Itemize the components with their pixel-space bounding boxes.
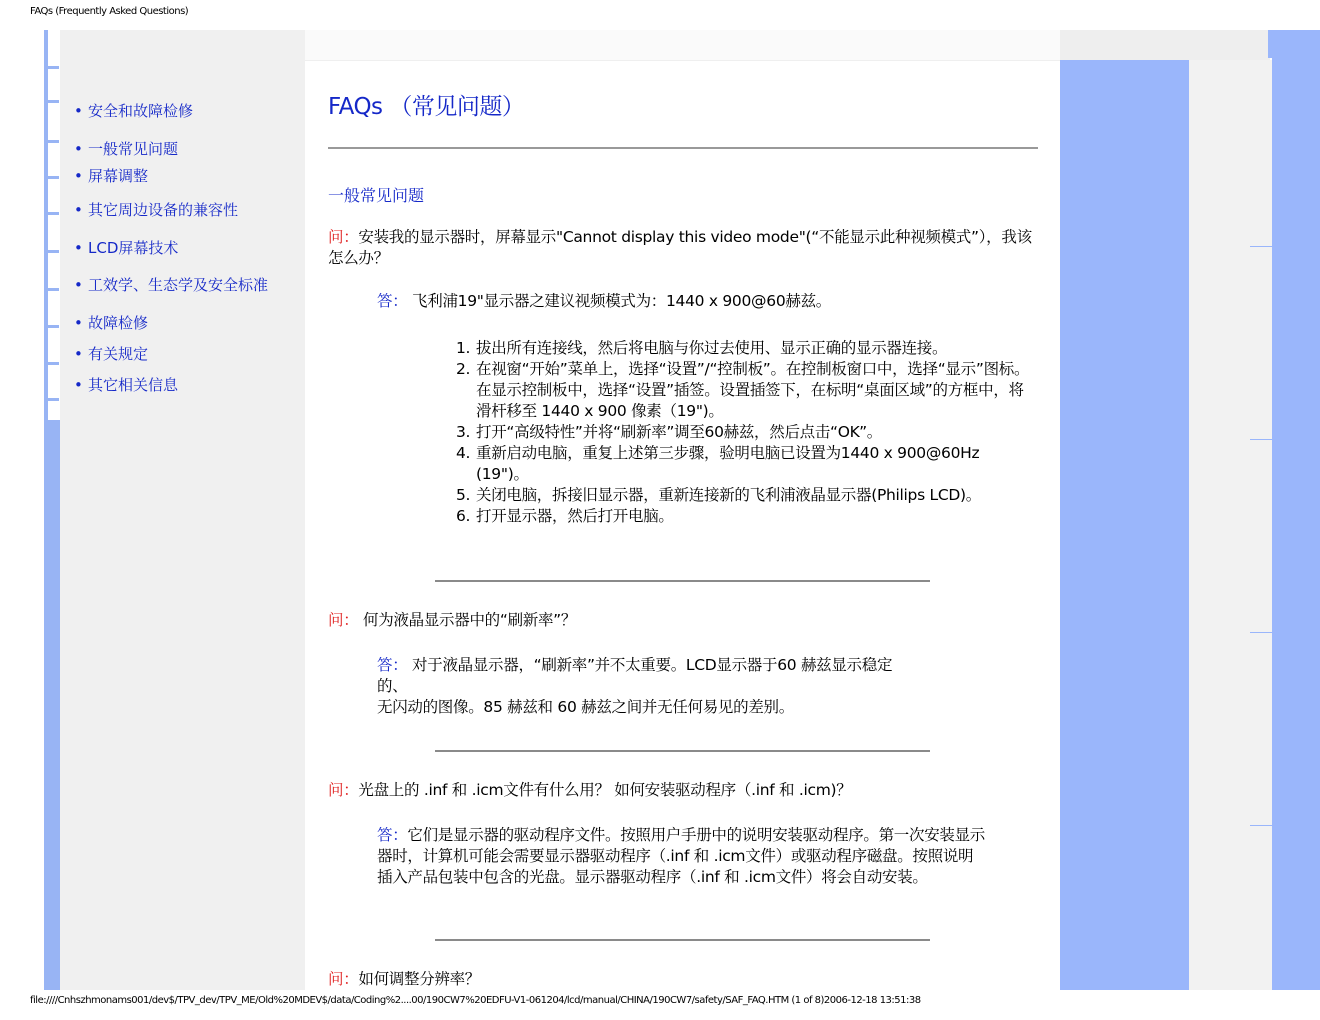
right-frame-notch — [1268, 30, 1272, 58]
right-frame-top — [1060, 30, 1270, 60]
right-frame-line — [1250, 439, 1272, 440]
sidebar-item-general-faq[interactable]: • 一般常见问题 — [74, 140, 179, 158]
sidebar-item-label[interactable]: 屏幕调整 — [88, 167, 149, 185]
answer-text: 飞利浦19"显示器之建议视频模式为：1440 x 900@60赫兹。 — [412, 292, 831, 310]
rail-tick — [48, 250, 59, 253]
section-title: 一般常见问题 — [328, 186, 425, 205]
answer-1 — [377, 291, 1037, 312]
question-divider — [435, 580, 930, 582]
title-divider — [328, 147, 1038, 149]
answer-label: 答： — [377, 826, 408, 844]
sidebar-item-label[interactable]: 工效学、生态学及安全标准 — [88, 276, 269, 294]
question-label: 问： — [328, 970, 359, 988]
sidebar-item-troubleshooting[interactable]: • 故障检修 — [74, 314, 149, 332]
question-2 — [328, 610, 1038, 631]
sidebar-item-regulations[interactable]: • 有关规定 — [74, 345, 149, 363]
question-text: 何为液晶显示器中的“刷新率”？ — [363, 611, 577, 629]
right-frame-band — [1060, 60, 1189, 990]
page-header-text: FAQs (Frequently Asked Questions) — [30, 6, 189, 17]
question-divider — [435, 939, 930, 941]
question-label: 问： — [328, 611, 359, 629]
right-frame-line — [1250, 632, 1272, 633]
sidebar-item-compatibility[interactable]: • 其它周边设备的兼容性 — [74, 201, 239, 219]
sidebar-item-label[interactable]: 其它周边设备的兼容性 — [88, 201, 239, 219]
right-frame-gray — [1189, 60, 1272, 990]
answer-text: 它们是显示器的驱动程序文件。按照用户手册中的说明安装驱动程序。第一次安装显示器时，计算机可能会需要显示器驱动程序（.inf 和 .icm文件）或驱动程序磁盘。按照说明插入产品包装中包含的光盘。显示器驱动程序（.inf 和 .icm文件）将会自动安装。 — [377, 826, 986, 886]
rail-tick — [48, 362, 59, 365]
list-item: 3. 打开“高级特性”并将“刷新率”调至60赫兹，然后点击“OK”。 — [456, 423, 882, 441]
sidebar-item-lcd-technology[interactable]: • LCD屏幕技术 — [74, 239, 179, 257]
answer-text: 的、 — [377, 677, 408, 695]
list-item: 1. 拔出所有连接线，然后将电脑与你过去使用、显示正确的显示器连接。 — [456, 339, 948, 357]
rail-tick — [48, 176, 59, 179]
question-divider — [435, 750, 930, 752]
sidebar-item-label[interactable]: 有关规定 — [88, 345, 149, 363]
sidebar-item-label[interactable]: LCD屏幕技术 — [88, 239, 179, 257]
sidebar-item-safety[interactable]: • 安全和故障检修 — [74, 102, 194, 120]
answer-1-steps — [456, 338, 1036, 527]
sidebar-item-label[interactable]: 安全和故障检修 — [88, 102, 194, 120]
rail-tick — [48, 66, 59, 69]
right-frame-line — [1250, 246, 1272, 247]
rail-tick — [48, 140, 59, 143]
answer-text: 对于液晶显示器，“刷新率”并不太重要。LCD显示器于60 赫兹显示稳定 — [412, 656, 893, 674]
page-footer-text: file:////Cnhszhmonams001/dev$/TPV_dev/TPV_ME/Old%20MDEV$/data/Coding%2....00/190CW7%20EDFU-V1-061204/lcd/manual/CHINA/190CW7/safety/SAF_FAQ.HTM (1 of 8)2006-12-18 13:51:38 — [30, 995, 921, 1006]
sidebar-item-label[interactable]: 故障检修 — [88, 314, 149, 332]
answer-label: 答： — [377, 656, 408, 674]
question-3 — [328, 780, 1038, 801]
answer-3 — [377, 825, 987, 888]
sidebar-item-screen-adjust[interactable]: • 屏幕调整 — [74, 167, 149, 185]
answer-2 — [377, 655, 997, 718]
list-item: 5. 关闭电脑，拆接旧显示器，重新连接新的飞利浦液晶显示器(Philips LCD)。 — [456, 486, 981, 504]
question-1 — [328, 227, 1038, 269]
list-item: 4. 重新启动电脑，重复上述第三步骤，验明电脑已设置为1440 x 900@60Hz (19")。 — [456, 444, 980, 483]
question-text: 安装我的显示器时，屏幕显示"Cannot display this video mode"(“不能显示此种视频模式”），我该怎么办？ — [328, 228, 1032, 267]
sidebar-item-label[interactable]: 其它相关信息 — [88, 376, 179, 394]
rail-tick — [48, 398, 59, 401]
sidebar-item-label[interactable]: 一般常见问题 — [88, 140, 179, 158]
page-title: FAQs （常见问题） — [328, 94, 525, 120]
rail-tick — [48, 325, 59, 328]
question-text: 如何调整分辨率？ — [358, 970, 481, 988]
right-frame-line — [1250, 825, 1272, 826]
question-label: 问： — [328, 781, 359, 799]
sidebar-item-other-info[interactable]: • 其它相关信息 — [74, 376, 179, 394]
rail-tick — [48, 100, 59, 103]
list-item: 6. 打开显示器，然后打开电脑。 — [456, 507, 674, 525]
answer-text: 无闪动的图像。85 赫兹和 60 赫兹之间并无任何易见的差别。 — [377, 698, 794, 716]
rail-tick — [48, 288, 59, 291]
list-item: 2. 在视窗“开始”菜单上，选择“设置”/“控制板”。在控制板窗口中，选择“显示”图标。在显示控制板中，选择“设置”插签。设置插签下，在标明“桌面区域”的方框中，将滑杆移至 1440 x 900 像素（19")。 — [456, 360, 1030, 420]
rail-tick — [48, 212, 59, 215]
answer-label: 答： — [377, 292, 408, 310]
content-top-bar — [305, 30, 1060, 61]
question-4 — [328, 969, 1038, 990]
sidebar-item-ergonomics[interactable]: • 工效学、生态学及安全标准 — [74, 276, 269, 294]
question-label: 问： — [328, 228, 359, 246]
right-frame-edge — [1272, 30, 1320, 990]
question-text: 光盘上的 .inf 和 .icm文件有什么用？ 如何安装驱动程序（.inf 和 .icm)？ — [358, 781, 852, 799]
